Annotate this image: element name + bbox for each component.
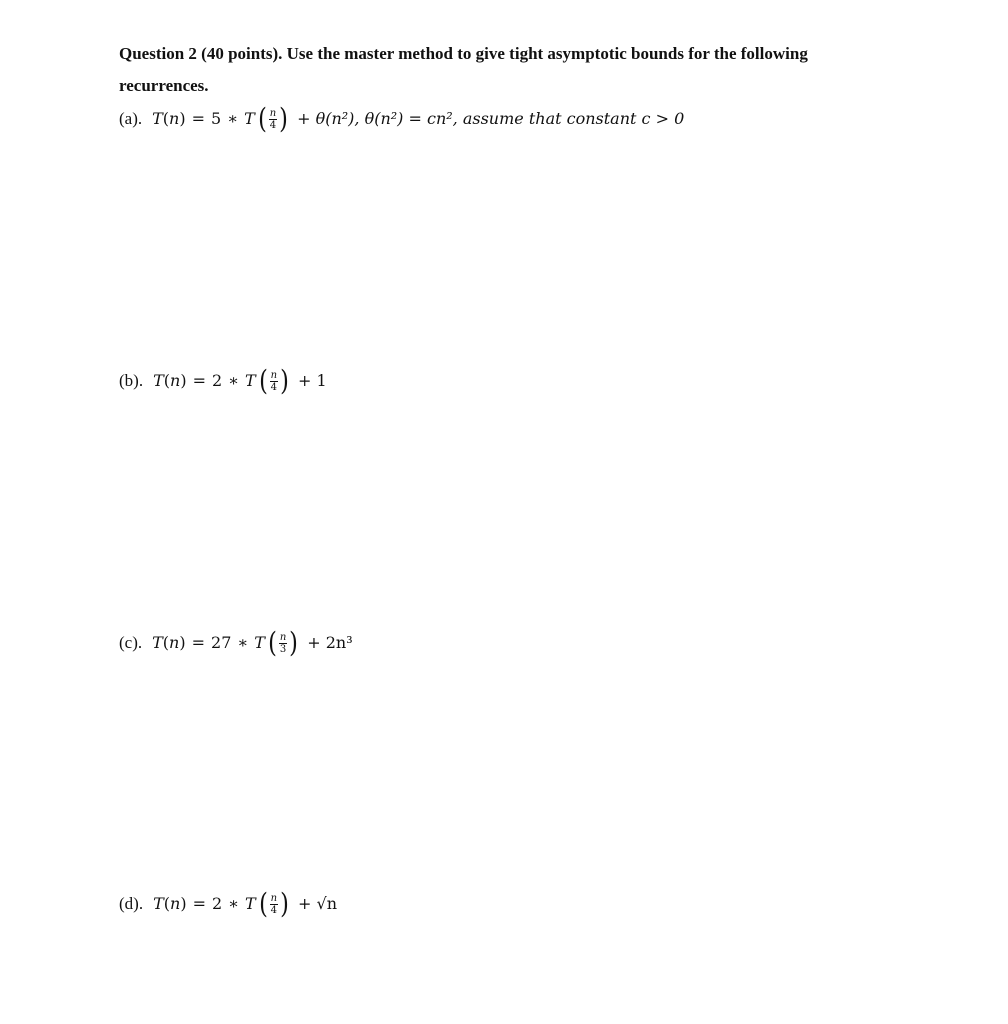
- part-d-driving-function: + √n: [298, 894, 338, 913]
- question-heading-line-1: Question 2 (40 points). Use the master method to give tight asymptotic bounds for the following: [119, 44, 808, 63]
- question-heading-line-2: recurrences.: [119, 76, 209, 95]
- part-a-label: (a).: [119, 109, 143, 128]
- part-a-coefficient: 5: [211, 109, 222, 128]
- part-c-driving-function: + 2n³: [307, 633, 353, 652]
- part-b-fraction: ( $\frac{n}{4}$ ): [258, 364, 289, 397]
- part-a-driving-function: + θ(n²), θ(n²) = cn², assume that constant c > 0: [297, 109, 685, 128]
- part-b-driving-function: + 1: [298, 371, 327, 390]
- part-d-label: (d).: [119, 894, 144, 913]
- part-d-coefficient: 2: [211, 894, 223, 913]
- part-b-equation: T ( n ) = 2 ∗ T ( $\frac{n}{4}$ ) + 1: [153, 364, 327, 397]
- part-a-fraction: ( $\frac{n}{4}$ ): [257, 102, 288, 135]
- part-b-divisor: 4: [270, 381, 278, 393]
- question-heading: [119, 38, 879, 102]
- part-d-divisor: 4: [270, 904, 278, 916]
- part-d-equation: T ( n ) = 2 ∗ T ( $\frac{n}{4}$ ) + √n: [153, 887, 338, 920]
- part-c-equation: T ( n ) = 27 ∗ T ( $\frac{n}{3}$ ) + 2n³: [152, 626, 353, 659]
- part-a-equation: T ( n ) = 5 ∗ T ( $\frac{n}{4}$ ) + θ(n²), θ(n²) = cn², assume that constant c > 0: [152, 102, 685, 135]
- part-a-divisor: 4: [269, 119, 277, 131]
- part-b: [119, 364, 327, 397]
- part-a: [119, 102, 685, 135]
- part-c-fraction: ( $\frac{n}{3}$ ): [268, 626, 299, 659]
- part-d-fraction: ( $\frac{n}{4}$ ): [258, 887, 289, 920]
- part-c-divisor: 3: [279, 643, 287, 655]
- part-c: [119, 626, 353, 659]
- part-c-coefficient: 27: [211, 633, 232, 652]
- part-c-label: (c).: [119, 633, 143, 652]
- part-b-label: (b).: [119, 371, 144, 390]
- part-b-coefficient: 2: [211, 371, 223, 390]
- part-d: [119, 887, 338, 920]
